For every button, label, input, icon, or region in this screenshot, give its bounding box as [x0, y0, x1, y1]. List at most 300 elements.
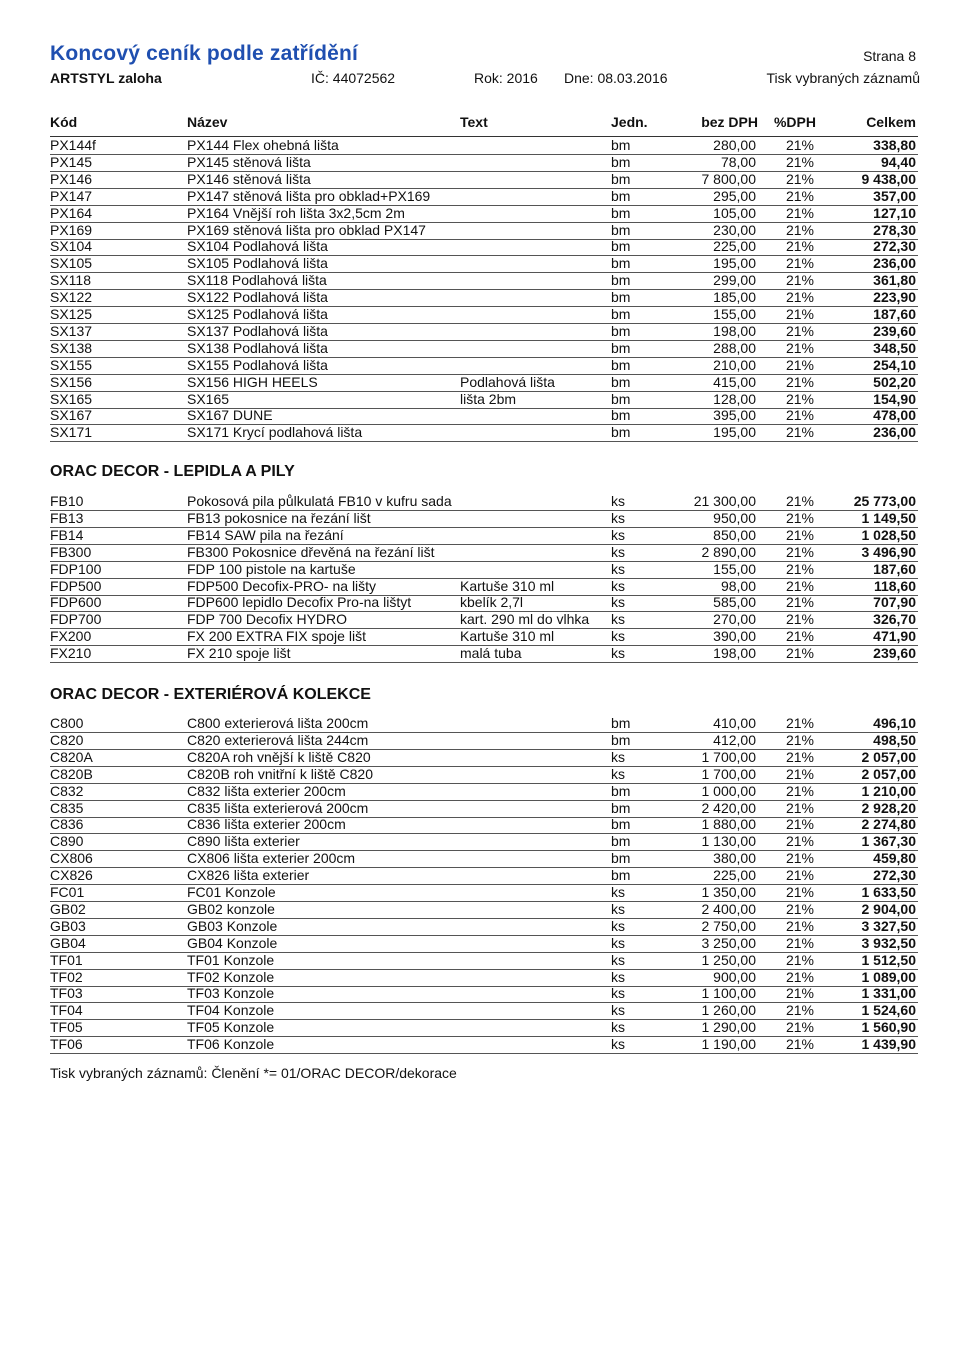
row-code: C832 — [50, 782, 84, 799]
row-vat: 21% — [785, 951, 814, 968]
row-unit: ks — [611, 628, 625, 645]
row-total: 357,00 — [873, 187, 916, 204]
row-name: FB14 SAW pila na řezání — [187, 526, 344, 543]
table-row — [50, 272, 918, 290]
row-unit: bm — [611, 390, 631, 407]
row-price-net: 2 750,00 — [701, 917, 756, 934]
row-vat: 21% — [785, 373, 814, 390]
row-price-net: 98,00 — [720, 577, 756, 594]
row-price-net: 225,00 — [713, 238, 756, 255]
row-unit: bm — [611, 204, 631, 221]
row-total: 1 210,00 — [861, 782, 916, 799]
row-vat: 21% — [785, 493, 814, 509]
row-code: TF06 — [50, 1036, 83, 1053]
table-row — [50, 1036, 918, 1054]
row-unit: bm — [611, 356, 631, 373]
row-name: C800 exterierová lišta 200cm — [187, 715, 369, 731]
row-vat: 21% — [785, 560, 814, 577]
row-vat: 21% — [785, 322, 814, 339]
page-title: Koncový ceník podle zatřídění — [50, 42, 359, 65]
row-unit: bm — [611, 306, 631, 322]
row-total: 272,30 — [873, 238, 916, 255]
row-code: SX118 — [50, 272, 91, 289]
row-code: FC01 — [50, 884, 85, 900]
row-unit: ks — [611, 1036, 625, 1053]
table-row — [50, 407, 918, 425]
row-unit: ks — [611, 560, 625, 577]
row-unit: ks — [611, 900, 625, 917]
row-code: SX105 — [50, 255, 93, 272]
row-price-net: 7 800,00 — [701, 170, 756, 187]
table-row — [50, 510, 918, 528]
row-text: Kartuše 310 ml — [460, 577, 555, 594]
row-price-net: 1 130,00 — [701, 833, 756, 850]
row-unit: ks — [611, 765, 625, 782]
row-vat: 21% — [785, 765, 814, 782]
row-unit: bm — [611, 867, 631, 884]
row-name: GB02 konzole — [187, 900, 275, 917]
row-code: SX156 — [50, 373, 93, 390]
row-total: 1 512,50 — [861, 951, 916, 968]
row-name: C820B roh vnitřní k liště C820 — [187, 765, 373, 782]
row-price-net: 185,00 — [713, 289, 756, 306]
row-unit: ks — [611, 917, 625, 934]
table-row — [50, 816, 918, 834]
row-vat: 21% — [785, 917, 814, 934]
row-price-net: 1 700,00 — [701, 748, 756, 765]
row-price-net: 410,00 — [713, 715, 756, 731]
row-name: FX 200 EXTRA FIX spoje lišt — [187, 628, 366, 645]
row-price-net: 380,00 — [713, 850, 756, 867]
row-vat: 21% — [785, 356, 814, 373]
row-unit: bm — [611, 170, 631, 187]
row-name: PX169 stěnová lišta pro obklad PX147 — [187, 221, 426, 238]
row-vat: 21% — [785, 985, 814, 1002]
row-total: 1 028,50 — [861, 526, 916, 543]
row-total: 278,30 — [873, 221, 916, 238]
row-name: TF03 Konzole — [187, 985, 275, 1002]
row-name: FDP 700 Decofix HYDRO — [187, 611, 348, 628]
row-code: SX171 — [50, 424, 93, 441]
table-row — [50, 154, 918, 172]
table-row — [50, 901, 918, 919]
row-price-net: 1 700,00 — [701, 765, 756, 782]
row-total: 187,60 — [873, 306, 916, 322]
row-unit: bm — [611, 221, 631, 238]
row-vat: 21% — [785, 137, 814, 153]
col-text: Text — [460, 114, 488, 130]
row-unit: ks — [611, 611, 625, 628]
row-name: TF06 Konzole — [187, 1036, 275, 1053]
row-code: C820A — [50, 748, 93, 765]
row-vat: 21% — [785, 509, 814, 526]
print-date: Dne: 08.03.2016 — [564, 70, 668, 86]
row-name: SX104 Podlahová lišta — [187, 238, 328, 255]
row-price-net: 155,00 — [713, 306, 756, 322]
row-vat: 21% — [785, 424, 814, 441]
row-total: 3 327,50 — [861, 917, 916, 934]
row-vat: 21% — [785, 833, 814, 850]
row-code: SX155 — [50, 356, 93, 373]
row-price-net: 900,00 — [713, 968, 756, 985]
row-price-net: 288,00 — [713, 339, 756, 356]
row-code: C890 — [50, 833, 84, 850]
row-code: CX806 — [50, 850, 93, 867]
table-row — [50, 969, 918, 987]
row-total: 1 331,00 — [861, 985, 916, 1002]
section-3-title: ORAC DECOR - EXTERIÉROVÁ KOLEKCE — [50, 686, 371, 703]
row-price-net: 195,00 — [713, 255, 756, 272]
table-row — [50, 561, 918, 579]
row-total: 361,80 — [873, 272, 916, 289]
table-row — [50, 766, 918, 784]
row-name: SX165 — [187, 390, 230, 407]
row-price-net: 270,00 — [713, 611, 756, 628]
row-name: GB03 Konzole — [187, 917, 278, 934]
table-row — [50, 867, 918, 885]
row-name: PX145 stěnová lišta — [187, 153, 311, 170]
row-total: 25 773,00 — [853, 493, 916, 509]
col-bez-dph: bez DPH — [701, 114, 758, 130]
table-row — [50, 357, 918, 375]
row-code: TF05 — [50, 1019, 83, 1036]
row-code: CX826 — [50, 867, 93, 884]
row-total: 498,50 — [873, 731, 916, 748]
row-unit: ks — [611, 1002, 625, 1019]
row-vat: 21% — [785, 407, 814, 424]
table-row — [50, 1019, 918, 1037]
row-text: Podlahová lišta — [460, 373, 555, 390]
table-row — [50, 918, 918, 936]
table-row — [50, 340, 918, 358]
table-row — [50, 884, 918, 902]
row-unit: ks — [611, 968, 625, 985]
row-price-net: 155,00 — [713, 560, 756, 577]
table-header — [50, 114, 918, 137]
row-name: TF04 Konzole — [187, 1002, 275, 1019]
row-code: SX138 — [50, 339, 93, 356]
row-vat: 21% — [785, 715, 814, 731]
row-total: 3 932,50 — [861, 934, 916, 951]
row-total: 338,80 — [873, 137, 916, 153]
row-price-net: 299,00 — [713, 272, 756, 289]
row-code: FB13 — [50, 509, 84, 526]
row-code: SX137 — [50, 322, 93, 339]
row-unit: ks — [611, 934, 625, 951]
row-price-net: 1 880,00 — [701, 816, 756, 833]
row-total: 239,60 — [873, 322, 916, 339]
row-price-net: 1 250,00 — [701, 951, 756, 968]
row-price-net: 1 000,00 — [701, 782, 756, 799]
row-total: 9 438,00 — [861, 170, 916, 187]
col-dph: %DPH — [773, 114, 816, 130]
row-price-net: 1 100,00 — [701, 985, 756, 1002]
header-info-line — [50, 70, 920, 88]
row-total: 239,60 — [873, 645, 916, 662]
row-vat: 21% — [785, 628, 814, 645]
row-code: C820B — [50, 765, 93, 782]
row-name: PX164 Vnější roh lišta 3x2,5cm 2m — [187, 204, 405, 221]
row-unit: ks — [611, 493, 625, 509]
row-unit: bm — [611, 424, 631, 441]
row-unit: ks — [611, 526, 625, 543]
row-vat: 21% — [785, 968, 814, 985]
row-vat: 21% — [785, 339, 814, 356]
row-name: FC01 Konzole — [187, 884, 276, 900]
row-code: SX165 — [50, 390, 93, 407]
table-row — [50, 171, 918, 189]
row-name: FB13 pokosnice na řezání lišt — [187, 509, 371, 526]
row-total: 1 633,50 — [861, 884, 916, 900]
row-code: FDP600 — [50, 594, 102, 611]
table-row — [50, 222, 918, 240]
table-row — [50, 611, 918, 629]
row-total: 502,20 — [873, 373, 916, 390]
row-unit: bm — [611, 255, 631, 272]
section-2-title: ORAC DECOR - LEPIDLA A PILY — [50, 463, 295, 480]
row-total: 223,90 — [873, 289, 916, 306]
row-unit: bm — [611, 782, 631, 799]
row-code: C820 — [50, 731, 84, 748]
row-code: TF01 — [50, 951, 83, 968]
table-row — [50, 732, 918, 750]
row-unit: ks — [611, 1019, 625, 1036]
row-price-net: 210,00 — [713, 356, 756, 373]
row-vat: 21% — [785, 782, 814, 799]
row-name: FDP600 lepidlo Decofix Pro-na lištyt — [187, 594, 412, 611]
row-name: CX806 lišta exterier 200cm — [187, 850, 356, 867]
row-code: C836 — [50, 816, 84, 833]
row-total: 236,00 — [873, 424, 916, 441]
row-code: C835 — [50, 799, 84, 816]
row-total: 236,00 — [873, 255, 916, 272]
row-name: PX146 stěnová lišta — [187, 170, 311, 187]
row-name: SX138 Podlahová lišta — [187, 339, 328, 356]
row-price-net: 850,00 — [713, 526, 756, 543]
col-kod: Kód — [50, 114, 78, 130]
row-code: SX125 — [50, 306, 93, 322]
table-row — [50, 952, 918, 970]
row-unit: bm — [611, 289, 631, 306]
row-code: GB02 — [50, 900, 86, 917]
row-total: 254,10 — [873, 356, 916, 373]
row-unit: ks — [611, 577, 625, 594]
row-code: PX145 — [50, 153, 93, 170]
row-name: SX137 Podlahová lišta — [187, 322, 328, 339]
row-name: C820A roh vnější k liště C820 — [187, 748, 371, 765]
table-row — [50, 715, 918, 733]
footer-note: Tisk vybraných záznamů: Členění *= 01/ORAC DECOR/dekorace — [50, 1065, 457, 1081]
table-row — [50, 783, 918, 801]
row-vat: 21% — [785, 1036, 814, 1053]
row-name: FB300 Pokosnice dřevěná na řezání lišt — [187, 543, 435, 560]
row-code: FX200 — [50, 628, 92, 645]
row-price-net: 2 420,00 — [701, 799, 756, 816]
row-vat: 21% — [785, 390, 814, 407]
row-total: 1 367,30 — [861, 833, 916, 850]
row-price-net: 1 290,00 — [701, 1019, 756, 1036]
table-row — [50, 628, 918, 646]
row-unit: ks — [611, 543, 625, 560]
row-code: GB04 — [50, 934, 86, 951]
row-unit: bm — [611, 322, 631, 339]
row-text: lišta 2bm — [460, 390, 517, 407]
row-total: 118,60 — [873, 577, 916, 594]
row-total: 94,40 — [880, 153, 916, 170]
row-total: 2 274,80 — [861, 816, 916, 833]
row-code: GB03 — [50, 917, 86, 934]
row-name: FDP500 Decofix-PRO- na lišty — [187, 577, 377, 594]
row-total: 459,80 — [873, 850, 916, 867]
row-text: kart. 290 ml do vlhka — [460, 611, 590, 628]
row-name: TF02 Konzole — [187, 968, 275, 985]
row-unit: bm — [611, 137, 631, 153]
row-vat: 21% — [785, 306, 814, 322]
row-vat: 21% — [785, 170, 814, 187]
table-row — [50, 833, 918, 851]
row-name: SX118 Podlahová lišta — [187, 272, 327, 289]
row-code: TF04 — [50, 1002, 83, 1019]
row-vat: 21% — [785, 272, 814, 289]
row-vat: 21% — [785, 900, 814, 917]
row-price-net: 280,00 — [713, 137, 756, 153]
row-vat: 21% — [785, 611, 814, 628]
row-total: 496,10 — [873, 715, 916, 731]
table-row — [50, 578, 918, 596]
row-unit: bm — [611, 187, 631, 204]
row-vat: 21% — [785, 153, 814, 170]
row-vat: 21% — [785, 1019, 814, 1036]
table-row — [50, 424, 918, 442]
table-row — [50, 391, 918, 409]
row-total: 3 496,90 — [861, 543, 916, 560]
row-total: 1 560,90 — [861, 1019, 916, 1036]
row-vat: 21% — [785, 289, 814, 306]
row-name: TF05 Konzole — [187, 1019, 275, 1036]
print-note: Tisk vybraných záznamů — [766, 70, 920, 86]
row-price-net: 2 890,00 — [701, 543, 756, 560]
table-row — [50, 645, 918, 663]
row-name: Pokosová pila půlkulatá FB10 v kufru sada — [187, 493, 452, 509]
table-row — [50, 850, 918, 868]
row-code: FDP500 — [50, 577, 102, 594]
row-name: C832 lišta exterier 200cm — [187, 782, 346, 799]
row-total: 348,50 — [873, 339, 916, 356]
row-total: 1 524,60 — [861, 1002, 916, 1019]
row-name: SX155 Podlahová lišta — [187, 356, 328, 373]
row-price-net: 395,00 — [713, 407, 756, 424]
row-vat: 21% — [785, 850, 814, 867]
row-price-net: 195,00 — [713, 424, 756, 441]
row-vat: 21% — [785, 645, 814, 662]
table-row — [50, 255, 918, 273]
row-total: 471,90 — [873, 628, 916, 645]
row-code: FB300 — [50, 543, 92, 560]
col-nazev: Název — [187, 114, 228, 130]
row-vat: 21% — [785, 187, 814, 204]
table-row — [50, 493, 918, 511]
row-vat: 21% — [785, 255, 814, 272]
row-name: FDP 100 pistole na kartuše — [187, 560, 356, 577]
row-price-net: 1 260,00 — [701, 1002, 756, 1019]
row-name: CX826 lišta exterier — [187, 867, 310, 884]
table-row — [50, 749, 918, 767]
row-code: FDP700 — [50, 611, 102, 628]
row-vat: 21% — [785, 731, 814, 748]
row-unit: bm — [611, 816, 631, 833]
table-row — [50, 306, 918, 324]
col-celkem: Celkem — [866, 114, 916, 130]
row-code: PX169 — [50, 221, 93, 238]
row-unit: bm — [611, 272, 631, 289]
row-vat: 21% — [785, 934, 814, 951]
row-vat: 21% — [785, 221, 814, 238]
row-name: C836 lišta exterier 200cm — [187, 816, 346, 833]
row-price-net: 21 300,00 — [693, 493, 756, 509]
row-price-net: 78,00 — [720, 153, 756, 170]
row-total: 127,10 — [873, 204, 916, 221]
row-price-net: 950,00 — [713, 509, 756, 526]
row-total: 1 089,00 — [861, 968, 916, 985]
row-total: 2 928,20 — [861, 799, 916, 816]
row-unit: bm — [611, 715, 631, 731]
row-vat: 21% — [785, 1002, 814, 1019]
row-code: SX104 — [50, 238, 93, 255]
row-name: TF01 Konzole — [187, 951, 275, 968]
page-number: Strana 8 — [863, 48, 916, 64]
row-price-net: 412,00 — [713, 731, 756, 748]
row-vat: 21% — [785, 204, 814, 221]
row-code: SX122 — [50, 289, 93, 306]
row-code: C800 — [50, 715, 84, 731]
row-name: SX105 Podlahová lišta — [187, 255, 328, 272]
row-name: FX 210 spoje lišt — [187, 645, 291, 662]
row-vat: 21% — [785, 816, 814, 833]
row-total: 154,90 — [873, 390, 916, 407]
table-row — [50, 238, 918, 256]
row-unit: bm — [611, 238, 631, 255]
row-text: Kartuše 310 ml — [460, 628, 555, 645]
table-row — [50, 544, 918, 562]
row-vat: 21% — [785, 526, 814, 543]
table-row — [50, 1002, 918, 1020]
row-vat: 21% — [785, 543, 814, 560]
row-unit: ks — [611, 748, 625, 765]
table-row — [50, 985, 918, 1003]
row-name: PX144 Flex ohebná lišta — [187, 137, 339, 153]
row-total: 2 057,00 — [861, 765, 916, 782]
year: Rok: 2016 — [474, 70, 538, 86]
table-row — [50, 137, 918, 155]
row-unit: ks — [611, 645, 625, 662]
row-vat: 21% — [785, 748, 814, 765]
row-price-net: 225,00 — [713, 867, 756, 884]
row-unit: bm — [611, 799, 631, 816]
row-price-net: 198,00 — [713, 322, 756, 339]
row-price-net: 198,00 — [713, 645, 756, 662]
row-price-net: 230,00 — [713, 221, 756, 238]
row-code: SX167 — [50, 407, 93, 424]
row-price-net: 295,00 — [713, 187, 756, 204]
row-code: PX146 — [50, 170, 93, 187]
row-price-net: 2 400,00 — [701, 900, 756, 917]
table-row — [50, 594, 918, 612]
row-name: SX167 DUNE — [187, 407, 273, 424]
row-unit: ks — [611, 509, 625, 526]
row-unit: bm — [611, 407, 631, 424]
row-unit: ks — [611, 951, 625, 968]
row-name: SX122 Podlahová lišta — [187, 289, 328, 306]
